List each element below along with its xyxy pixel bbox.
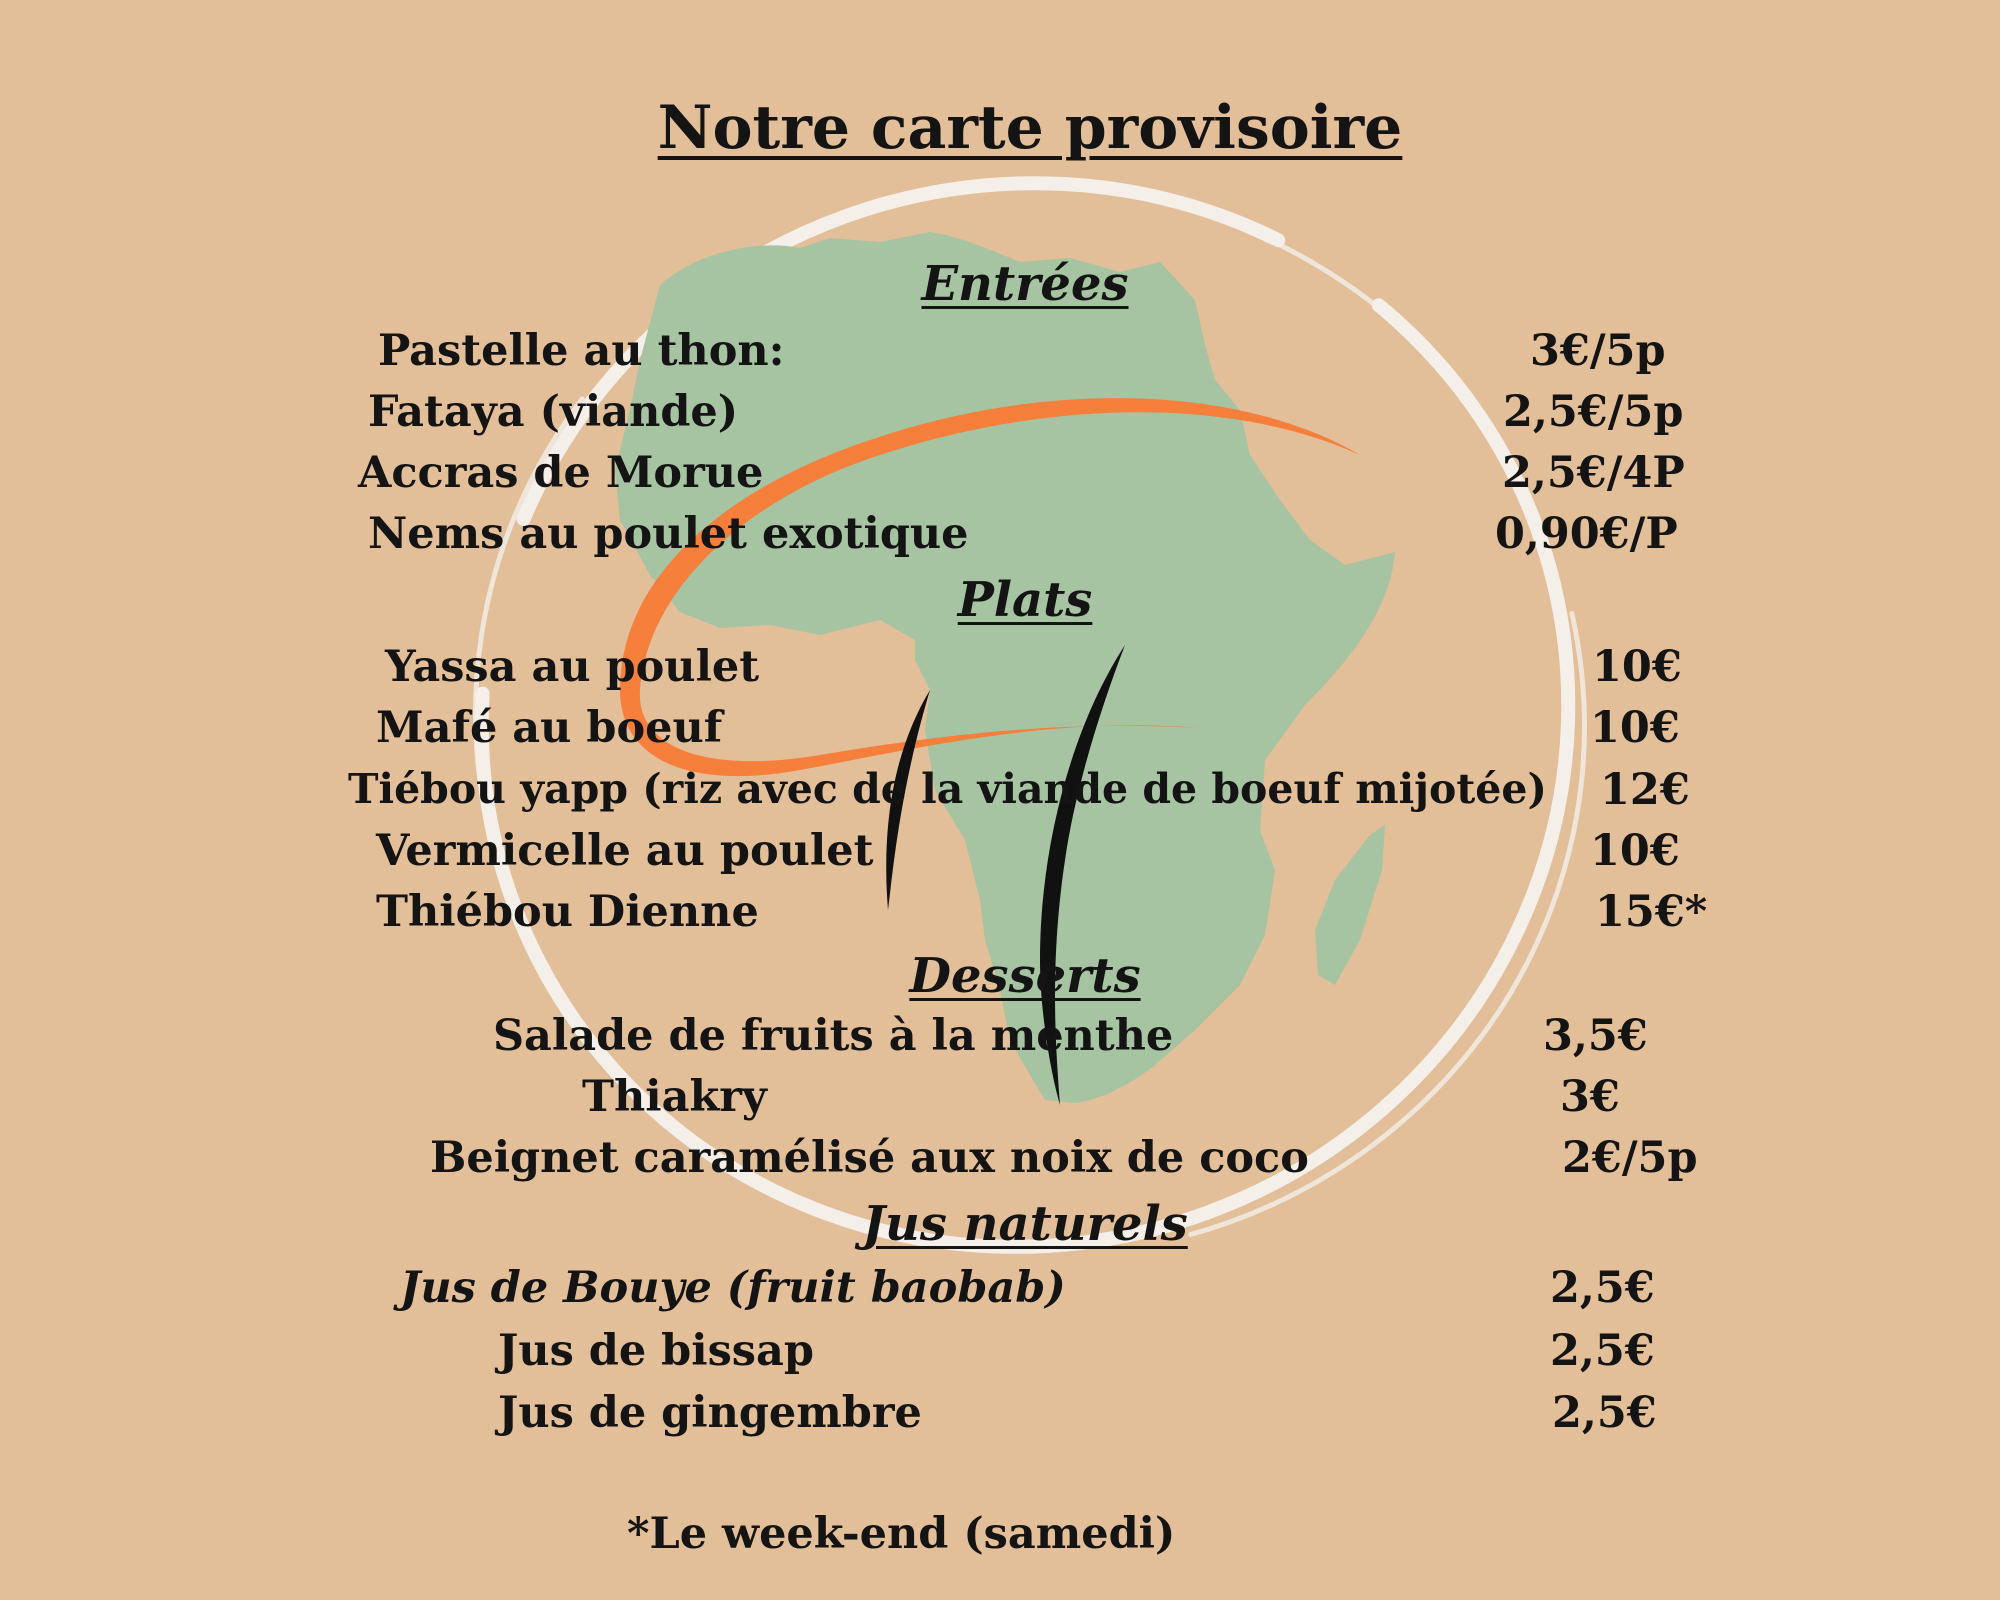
menu-item-name: Thiakry (582, 1072, 767, 1122)
section-heading-jus-naturels: Jus naturels (862, 1196, 1188, 1252)
page-title: Notre carte provisoire (657, 93, 1403, 163)
menu-item-price: 10€ (1592, 642, 1682, 692)
menu-item-price: 0,90€/P (1495, 509, 1678, 559)
section-heading-entrees: Entrées (921, 256, 1129, 312)
madagascar-shape (1315, 825, 1385, 985)
menu-item-name: Tiébou yapp (riz avec de la viande de boeuf mijotée) (348, 765, 1547, 813)
menu-item-price: 2,5€ (1550, 1263, 1655, 1313)
menu-item-price: 15€* (1595, 887, 1708, 937)
menu-item-name: Nems au poulet exotique (368, 509, 969, 559)
menu-item-name: Fataya (viande) (368, 387, 739, 437)
menu-item-name: Jus de Bouye (fruit baobab) (400, 1263, 1066, 1313)
section-heading-plats: Plats (957, 572, 1093, 628)
menu-item-price: 2,5€/4P (1502, 448, 1685, 498)
menu-item-name: Jus de bissap (498, 1326, 814, 1376)
menu-item-name: Yassa au poulet (385, 642, 760, 692)
menu-item-price: 10€ (1590, 826, 1680, 876)
menu-item-name: Vermicelle au poulet (376, 826, 874, 876)
menu-item-price: 3,5€ (1543, 1011, 1648, 1061)
menu-item-name: Jus de gingembre (498, 1388, 922, 1438)
menu-item-price: 2€/5p (1562, 1133, 1698, 1183)
menu-item-price: 10€ (1590, 703, 1680, 753)
section-heading-desserts: Desserts (909, 948, 1141, 1004)
menu-item-price: 3€/5p (1530, 326, 1666, 376)
menu-item-price: 2,5€ (1550, 1326, 1655, 1376)
menu-item-name: Thiébou Dienne (376, 887, 759, 937)
menu-item-name: Salade de fruits à la menthe (493, 1011, 1174, 1061)
menu-item-price: 2,5€ (1552, 1388, 1657, 1438)
menu-item-name: Beignet caramélisé aux noix de coco (430, 1133, 1309, 1183)
menu-item-name: Pastelle au thon: (378, 326, 785, 376)
menu-item-price: 3€ (1560, 1072, 1620, 1122)
menu-item-price: 2,5€/5p (1503, 387, 1684, 437)
menu-item-name: Accras de Morue (358, 448, 764, 498)
menu-item-price: 12€ (1600, 765, 1690, 815)
footnote: *Le week-end (samedi) (627, 1509, 1176, 1559)
menu-item-name: Mafé au boeuf (376, 703, 723, 753)
